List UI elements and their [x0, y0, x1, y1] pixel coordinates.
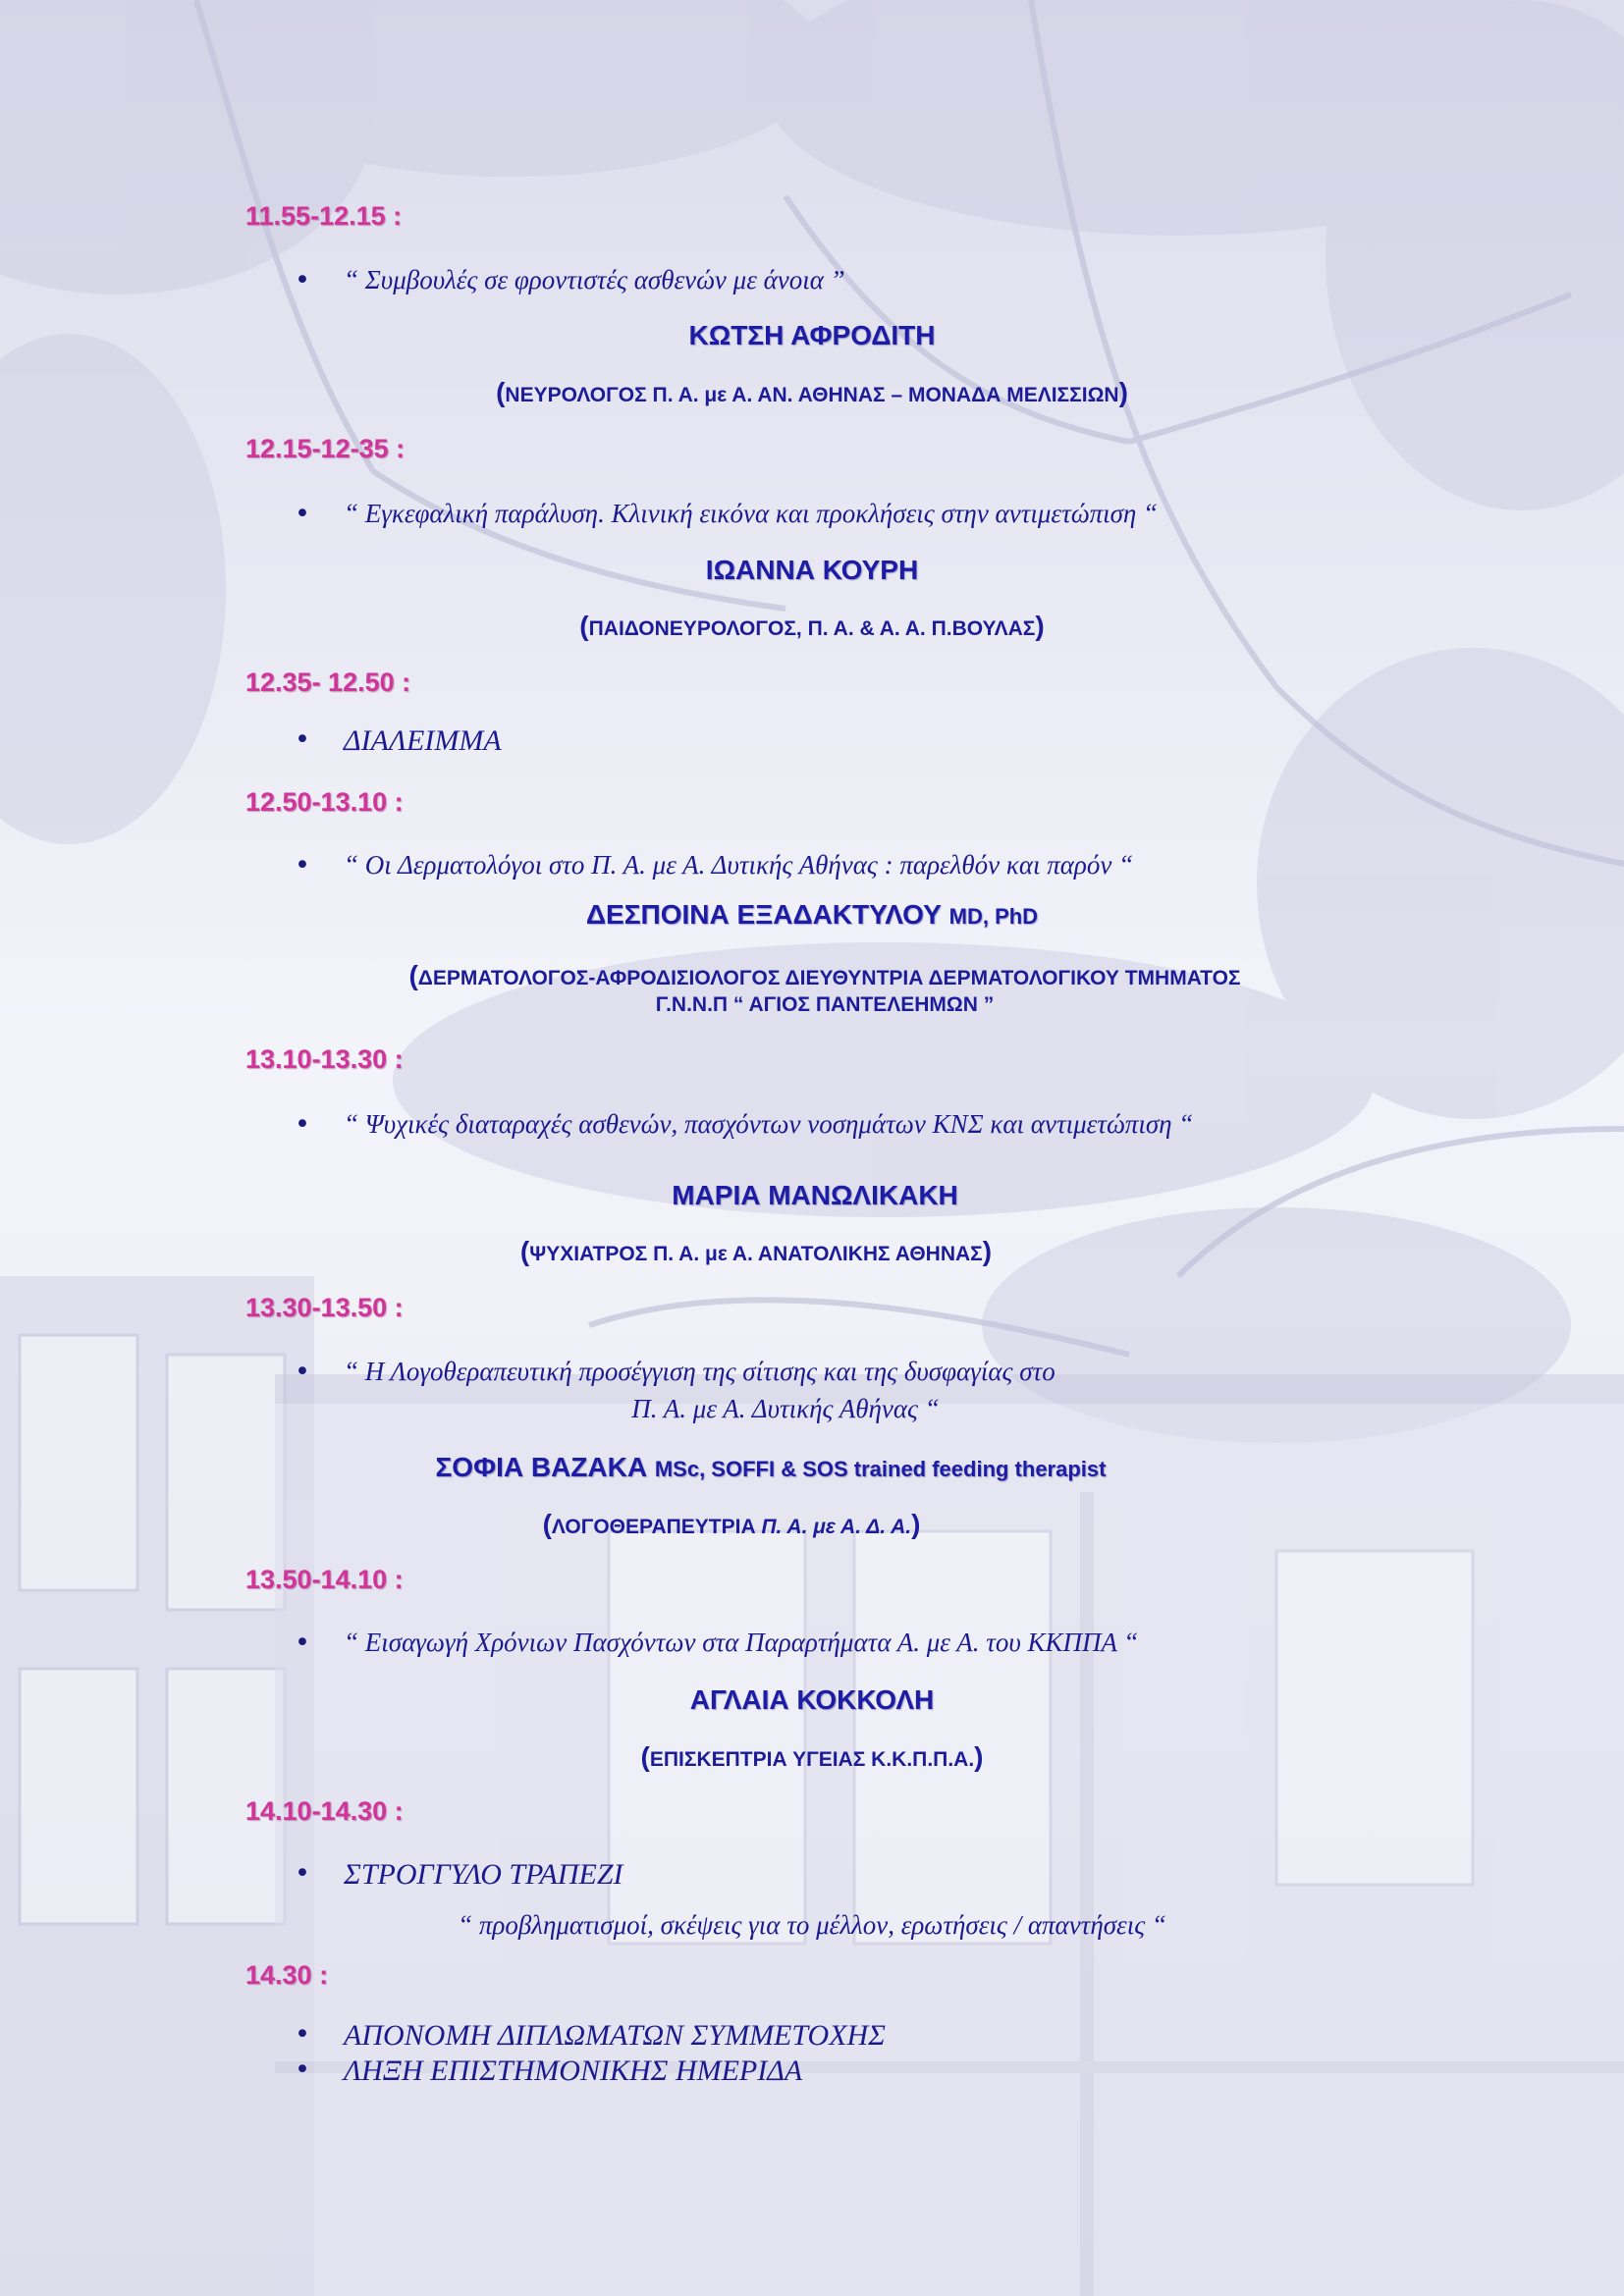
session-time: 12.35- 12.50 : [245, 667, 411, 697]
session-time: 12.50-13.10 : [245, 787, 404, 817]
bullet-icon: • [295, 1858, 310, 1889]
speaker-name: ΚΩΤΣΗ ΑΦΡΟΔΙΤΗ [688, 320, 936, 350]
bullet-icon: • [295, 499, 310, 529]
bullet-icon: • [295, 2019, 310, 2050]
break-label: ΔΙΑΛΕΙΜΜΑ [344, 724, 502, 757]
speaker-name: ΣΟΦΙΑ ΒΑΖΑΚΑ MSc, SOFFI & SOS trained feeding therapist [435, 1452, 1107, 1482]
bullet-icon: • [295, 724, 310, 755]
speaker-name: ΙΩΑΝΝΑ ΚΟΥΡΗ [705, 555, 919, 585]
speaker-name: ΑΓΛΑΙΑ ΚΟΚΚΟΛΗ [689, 1684, 935, 1715]
session-time: 13.50-14.10 : [245, 1565, 404, 1594]
speaker-name: ΜΑΡΙΑ ΜΑΝΩΛΙΚΑΚΗ [672, 1180, 958, 1210]
session-time: 12.15-12-35 : [245, 434, 406, 463]
round-table-subtitle: “ προβληματισμοί, σκέψεις για το μέλλον, ερωτήσεις / απαντήσεις “ [458, 1910, 1166, 1940]
speaker-affiliation: (ΔΕΡΜΑΤΟΛΟΓΟΣ-ΑΦΡΟΔΙΣΙΟΛΟΓΟΣ ΔΙΕΥΘΥΝΤΡΙΑ ΔΕΡΜΑΤΟΛΟΓΙΚΟΥ ΤΜΗΜΑΤΟΣ [408, 960, 1241, 990]
closing-item-label: ΛΗΞΗ ΕΠΙΣΤΗΜΟΝΙΚΗΣ ΗΜΕΡΙΔΑ [344, 2055, 803, 2087]
talk-title: “ Η Λογοθεραπευτική προσέγγιση της σίτισης και της δυσφαγίας στο [344, 1357, 1056, 1386]
speaker-affiliation: (ΨΥΧΙΑΤΡΟΣ Π. Α. με Α. ΑΝΑΤΟΛΙΚΗΣ ΑΘΗΝΑΣ) [519, 1236, 993, 1266]
session-time: 13.30-13.50 : [245, 1293, 404, 1322]
speaker-name: ΔΕΣΠΟΙΝΑ ΕΞΑΔΑΚΤΥΛΟΥ MD, PhD [585, 899, 1039, 930]
bullet-icon: • [295, 1357, 310, 1387]
speaker-affiliation: (ΝΕΥΡΟΛΟΓΟΣ Π. Α. με Α. ΑΝ. ΑΘΗΝΑΣ – ΜΟΝΑΔΑ ΜΕΛΙΣΣΙΩΝ) [496, 377, 1128, 407]
talk-title: “ Οι Δερματολόγοι στο Π. Α. με Α. Δυτικής Αθήνας : παρελθόν και παρόν “ [344, 850, 1134, 880]
bullet-icon: • [295, 1109, 310, 1140]
talk-title: “ Εισαγωγή Χρόνιων Πασχόντων στα Παραρτήματα Α. με Α. του ΚΚΠΠΑ “ [344, 1628, 1139, 1657]
session-time: 11.55-12.15 : [245, 201, 403, 231]
speaker-affiliation: (ΛΟΓΟΘΕΡΑΠΕΥΤΡΙΑ Π. Α. με Α. Δ. Α.) [542, 1509, 921, 1539]
bullet-icon: • [295, 850, 310, 881]
session-time: 14.30 : [245, 1960, 329, 1990]
talk-title: “ Ψυχικές διαταραχές ασθενών, πασχόντων νοσημάτων ΚΝΣ και αντιμετώπιση “ [344, 1109, 1194, 1139]
session-time: 13.10-13.30 : [245, 1044, 404, 1074]
speaker-affiliation: (ΠΑΙΔΟΝΕΥΡΟΛΟΓΟΣ, Π. Α. & Α. Α. Π.ΒΟΥΛΑΣ) [579, 611, 1045, 641]
round-table-label: ΣΤΡΟΓΓΥΛΟ ΤΡΑΠΕΖΙ [344, 1858, 623, 1891]
talk-title: “ Συμβουλές σε φροντιστές ασθενών με άνοια ” [344, 265, 845, 294]
talk-title: “ Εγκεφαλική παράλυση. Κλινική εικόνα και προκλήσεις στην αντιμετώπιση “ [344, 499, 1159, 528]
session-time: 14.10-14.30 : [245, 1796, 404, 1826]
bullet-icon: • [295, 2055, 310, 2085]
speaker-affiliation: (ΕΠΙΣΚΕΠΤΡΙΑ ΥΓΕΙΑΣ Κ.Κ.Π.Π.Α.) [640, 1741, 984, 1772]
bullet-icon: • [295, 265, 310, 295]
talk-title-line2: Π. Α. με Α. Δυτικής Αθήνας “ [631, 1394, 940, 1423]
bullet-icon: • [295, 1628, 310, 1658]
speaker-affiliation-line2: Γ.Ν.Ν.Π “ ΑΓΙΟΣ ΠΑΝΤΕΛΕΗΜΩΝ ” [655, 993, 995, 1016]
closing-item-label: ΑΠΟΝΟΜΗ ΔΙΠΛΩΜΑΤΩΝ ΣΥΜΜΕΤΟΧΗΣ [344, 2019, 887, 2052]
